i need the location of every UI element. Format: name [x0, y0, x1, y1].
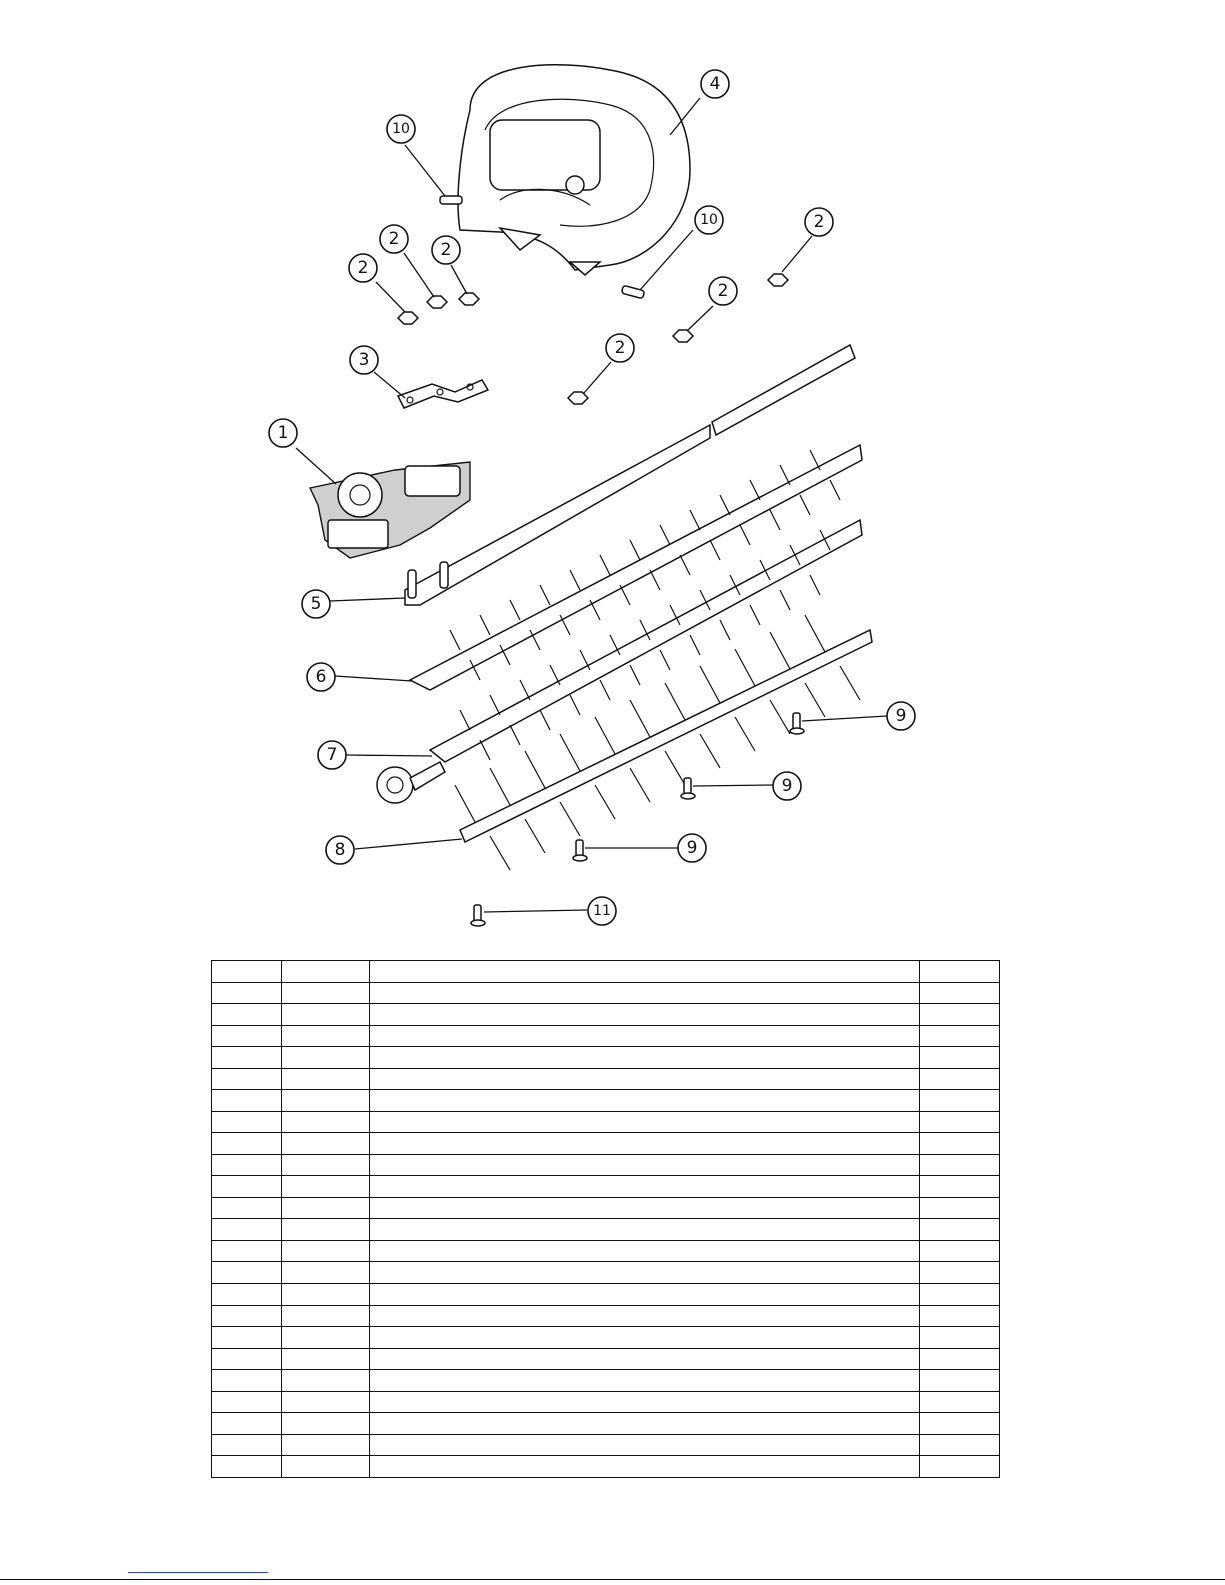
table-row [212, 1154, 1000, 1176]
svg-text:1: 1 [277, 423, 289, 443]
table-cell [370, 1456, 920, 1478]
handle-guard-part [458, 65, 690, 275]
table-cell [920, 1262, 1000, 1284]
table-cell [212, 1090, 282, 1112]
table-cell [212, 1456, 282, 1478]
table-cell [212, 1197, 282, 1219]
gearbox-housing-part [310, 462, 470, 558]
table-cell [920, 1370, 1000, 1392]
table-cell [920, 1004, 1000, 1026]
table-cell [920, 1176, 1000, 1198]
svg-text:6: 6 [315, 667, 327, 687]
table-cell [370, 1047, 920, 1069]
table-cell [370, 1327, 920, 1349]
svg-text:10: 10 [392, 121, 410, 137]
table-cell [282, 1047, 370, 1069]
parts-table-body [212, 961, 1000, 1478]
table-row [212, 1004, 1000, 1026]
table-cell [370, 1283, 920, 1305]
table-row [212, 1111, 1000, 1133]
table-cell [370, 1370, 920, 1392]
table-cell [370, 1240, 920, 1262]
callout-9b [773, 772, 801, 800]
footer-link-underline[interactable] [128, 1572, 268, 1573]
table-cell [920, 1348, 1000, 1370]
table-cell [920, 1111, 1000, 1133]
table-cell [212, 982, 282, 1004]
table-cell [920, 1283, 1000, 1305]
table-row [212, 1090, 1000, 1112]
table-cell [370, 961, 920, 983]
table-cell [212, 1327, 282, 1349]
callout-2b [380, 225, 408, 253]
table-cell [920, 1434, 1000, 1456]
table-cell [282, 1111, 370, 1133]
table-cell [282, 1327, 370, 1349]
table-cell [370, 1068, 920, 1090]
callout-2d [805, 208, 833, 236]
table-row [212, 1176, 1000, 1198]
table-cell [212, 1047, 282, 1069]
table-cell [370, 1348, 920, 1370]
table-row [212, 1219, 1000, 1241]
table-cell [282, 961, 370, 983]
table-cell [282, 1434, 370, 1456]
table-cell [212, 1111, 282, 1133]
table-cell [212, 1154, 282, 1176]
callout-9c [678, 834, 706, 862]
table-row [212, 1240, 1000, 1262]
table-cell [212, 1413, 282, 1435]
table-cell [282, 1240, 370, 1262]
table-cell [212, 1176, 282, 1198]
callout-2f [606, 334, 634, 362]
table-row [212, 1262, 1000, 1284]
table-cell [370, 1434, 920, 1456]
table-cell [920, 1025, 1000, 1047]
callout-2e [709, 277, 737, 305]
table-cell [282, 1413, 370, 1435]
table-cell [212, 1370, 282, 1392]
svg-text:2: 2 [357, 258, 369, 278]
table-cell [212, 1305, 282, 1327]
table-cell [282, 1370, 370, 1392]
table-cell [282, 1068, 370, 1090]
table-cell [212, 1262, 282, 1284]
table-row [212, 1413, 1000, 1435]
svg-text:2: 2 [813, 212, 825, 232]
table-cell [282, 1025, 370, 1047]
table-cell [920, 1197, 1000, 1219]
table-cell [920, 1047, 1000, 1069]
parts-list-table [211, 960, 1000, 1478]
table-cell [282, 1133, 370, 1155]
svg-text:7: 7 [326, 745, 338, 765]
table-cell [370, 982, 920, 1004]
table-cell [370, 1305, 920, 1327]
table-row [212, 1305, 1000, 1327]
table-row [212, 1434, 1000, 1456]
callout-10b [695, 206, 723, 234]
svg-text:3: 3 [358, 350, 370, 370]
lower-blade-part [455, 615, 872, 870]
table-cell [370, 1197, 920, 1219]
table-cell [212, 1391, 282, 1413]
table-cell [370, 1004, 920, 1026]
svg-text:10: 10 [700, 212, 718, 228]
table-cell [282, 1090, 370, 1112]
footer-divider [0, 1579, 1225, 1580]
table-cell [212, 1240, 282, 1262]
table-cell [920, 1327, 1000, 1349]
svg-text:11: 11 [593, 903, 611, 919]
callout-2c [432, 236, 460, 264]
table-row [212, 982, 1000, 1004]
table-cell [212, 1004, 282, 1026]
table-cell [920, 1090, 1000, 1112]
table-cell [370, 1413, 920, 1435]
svg-text:9: 9 [686, 838, 698, 858]
bracket-plate-part [398, 380, 488, 408]
svg-text:2: 2 [614, 338, 626, 358]
table-cell [920, 1068, 1000, 1090]
table-cell [920, 1154, 1000, 1176]
table-cell [212, 1025, 282, 1047]
table-cell [370, 1219, 920, 1241]
table-cell [212, 1133, 282, 1155]
table-row [212, 1197, 1000, 1219]
table-cell [282, 1004, 370, 1026]
table-cell [212, 1434, 282, 1456]
callout-4 [701, 70, 729, 98]
table-row [212, 1133, 1000, 1155]
callout-9a [887, 702, 915, 730]
table-cell [920, 961, 1000, 983]
table-cell [370, 1111, 920, 1133]
callout-5 [302, 590, 330, 618]
table-cell [920, 1305, 1000, 1327]
table-cell [212, 1283, 282, 1305]
table-cell [920, 1219, 1000, 1241]
table-cell [920, 1133, 1000, 1155]
table-cell [282, 1176, 370, 1198]
table-cell [282, 1348, 370, 1370]
svg-text:8: 8 [334, 840, 346, 860]
table-cell [282, 1154, 370, 1176]
table-row [212, 961, 1000, 983]
table-cell [282, 1219, 370, 1241]
table-cell [282, 1456, 370, 1478]
table-row [212, 1391, 1000, 1413]
table-row [212, 1068, 1000, 1090]
svg-text:2: 2 [717, 281, 729, 301]
table-cell [212, 1219, 282, 1241]
callout-3 [350, 346, 378, 374]
svg-text:5: 5 [310, 594, 322, 614]
table-cell [212, 961, 282, 983]
table-cell [370, 1154, 920, 1176]
table-cell [370, 1025, 920, 1047]
table-cell [282, 1283, 370, 1305]
table-cell [282, 1262, 370, 1284]
table-cell [920, 1240, 1000, 1262]
table-cell [370, 1391, 920, 1413]
table-cell [282, 1197, 370, 1219]
callout-7 [318, 741, 346, 769]
table-cell [370, 1262, 920, 1284]
table-cell [282, 1305, 370, 1327]
svg-text:4: 4 [709, 74, 721, 94]
svg-text:9: 9 [781, 776, 793, 796]
svg-text:2: 2 [388, 229, 400, 249]
callout-1 [269, 419, 297, 447]
table-cell [370, 1090, 920, 1112]
svg-text:9: 9 [895, 706, 907, 726]
table-cell [920, 1456, 1000, 1478]
table-cell [370, 1176, 920, 1198]
table-cell [920, 1413, 1000, 1435]
callout-2a [349, 254, 377, 282]
table-cell [920, 1391, 1000, 1413]
callout-6 [307, 663, 335, 691]
table-cell [212, 1348, 282, 1370]
table-row [212, 1456, 1000, 1478]
table-cell [282, 982, 370, 1004]
table-cell [282, 1391, 370, 1413]
table-cell [370, 1133, 920, 1155]
table-row [212, 1370, 1000, 1392]
callout-11 [588, 897, 616, 925]
table-row [212, 1025, 1000, 1047]
table-cell [920, 982, 1000, 1004]
svg-text:2: 2 [440, 240, 452, 260]
table-row [212, 1327, 1000, 1349]
table-row [212, 1047, 1000, 1069]
callout-10a [387, 115, 415, 143]
table-row [212, 1348, 1000, 1370]
table-cell [212, 1068, 282, 1090]
table-row [212, 1283, 1000, 1305]
callout-8 [326, 836, 354, 864]
